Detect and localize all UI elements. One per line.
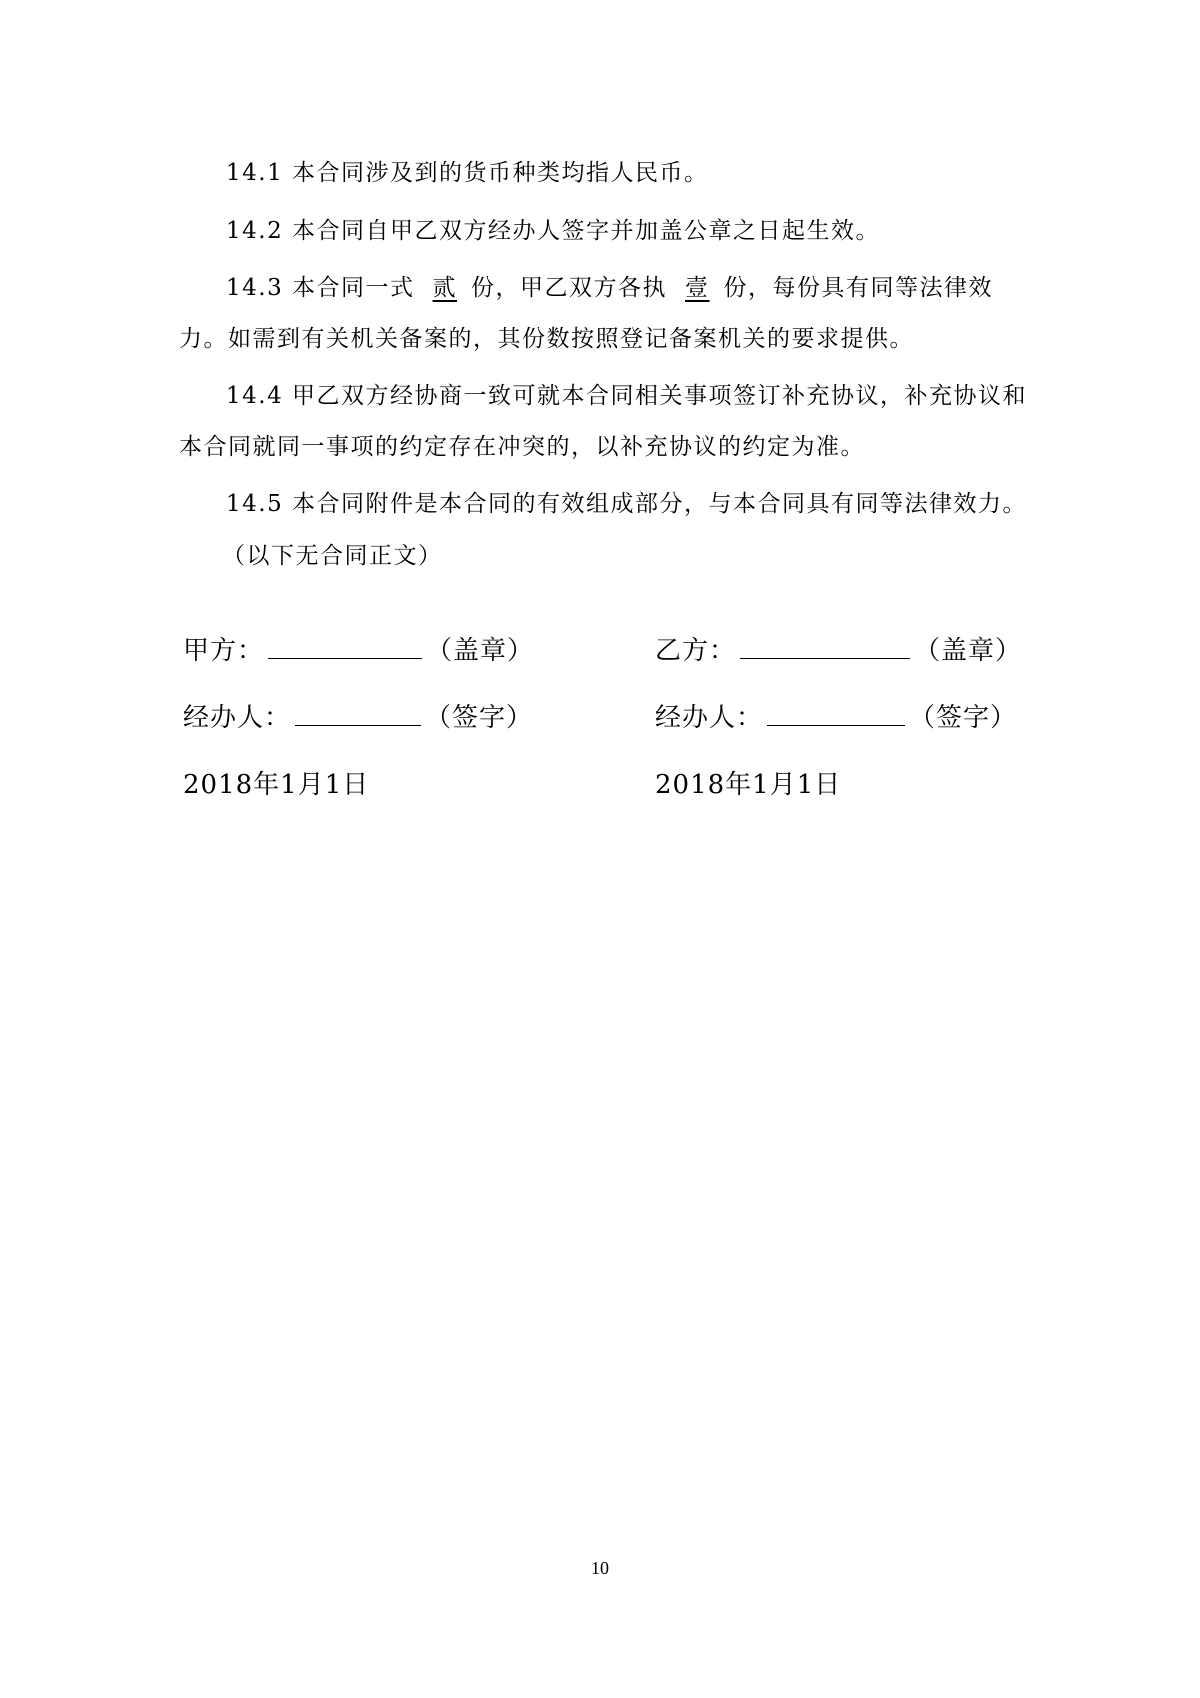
party-b-agent-line (655, 698, 1017, 738)
clause-number: 14.2 (226, 218, 284, 244)
party-a-seal-line (183, 631, 534, 671)
copies-total-value: 贰 (432, 275, 458, 301)
party-b-sign-blank (767, 699, 905, 726)
clause-text: 本合同就同一事项的约定存在冲突的，以补充协议的约定为准。 (179, 434, 865, 460)
clause-number: 14.3 (226, 275, 284, 301)
clause-text: 本合同附件是本合同的有效组成部分，与本合同具有同等法律效力。 (292, 491, 1028, 517)
clause-14-4-continued (179, 421, 1029, 473)
clause-14-3-continued (179, 313, 1029, 365)
clause-number: 14.1 (226, 160, 284, 186)
copies-each-value: 壹 (685, 275, 710, 301)
party-a-sign-blank (295, 699, 421, 726)
party-b-date-text: 2018年1月1日 (655, 770, 842, 800)
clause-14-5 (226, 478, 1076, 530)
clause-text-mid: 份，甲乙双方各执 (471, 275, 668, 301)
clause-14-1 (226, 147, 1076, 199)
party-a-label: 甲方： (183, 636, 265, 666)
party-b-seal-note: （盖章） (914, 636, 1023, 666)
party-a-seal-note: （盖章） (426, 636, 535, 666)
clause-text: 力。如需到有关机关备案的，其份数按照登记备案机关的要求提供。 (179, 326, 914, 352)
party-b-agent-label: 经办人： (655, 703, 764, 733)
page-number: 10 (591, 1558, 609, 1578)
party-a-sign-note: （签字） (425, 703, 534, 733)
clause-14-3 (226, 262, 1076, 314)
party-b-label: 乙方： (655, 636, 737, 666)
party-a-seal-blank (268, 632, 422, 659)
party-a-date-text: 2018年1月1日 (183, 770, 370, 800)
end-note-text: （以下无合同正文） (222, 543, 443, 569)
clause-text-pre: 本合同一式 (292, 275, 415, 301)
party-b-seal-line (655, 631, 1022, 671)
party-b-date (655, 765, 841, 805)
clause-text: 本合同涉及到的货币种类均指人民币。 (292, 160, 709, 186)
clause-text: 甲乙双方经协商一致可就本合同相关事项签订补充协议，补充协议和 (292, 383, 1028, 409)
party-a-agent-label: 经办人： (183, 703, 292, 733)
party-a-date (183, 765, 369, 805)
clause-text-post: 份，每份具有同等法律效 (723, 275, 994, 301)
clause-14-4 (226, 370, 1076, 422)
party-b-seal-blank (740, 632, 910, 659)
party-a-agent-line (183, 698, 533, 738)
clause-14-2 (226, 205, 1076, 257)
clause-number: 14.5 (226, 491, 284, 517)
clause-text: 本合同自甲乙双方经办人签字并加盖公章之日起生效。 (292, 218, 881, 244)
party-b-sign-note: （签字） (909, 703, 1018, 733)
clause-number: 14.4 (226, 383, 284, 409)
end-note (222, 530, 1072, 582)
